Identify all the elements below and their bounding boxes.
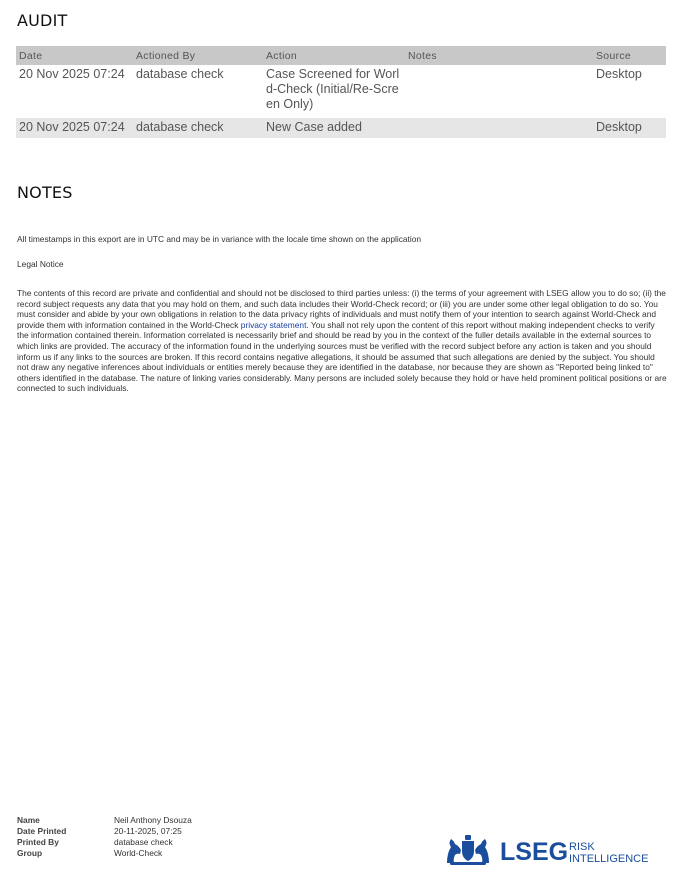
cell-action: New Case added (263, 118, 405, 138)
logo-line-risk: RISK (569, 841, 595, 853)
printed-by-label: Printed By (17, 837, 59, 847)
column-header-action: Action (263, 46, 405, 65)
table-row (16, 65, 666, 115)
print-details (17, 815, 192, 859)
column-header-notes: Notes (405, 46, 593, 65)
privacy-statement-link[interactable]: privacy statement (240, 319, 307, 330)
logo-line-intelligence: INTELLIGENCE (569, 853, 649, 865)
logo-wordmark: LSEG (500, 838, 569, 866)
name-value: Neil Anthony Dsouza (114, 815, 192, 825)
utc-notice: All timestamps in this export are in UTC and may be in variance with the locale time shown on the application (17, 234, 422, 244)
footer-date-row (17, 826, 192, 837)
lseg-risk-intelligence-logo (444, 833, 654, 867)
column-header-date: Date (16, 46, 133, 65)
printed-by-value: database check (114, 837, 173, 847)
footer-name-row (17, 815, 192, 826)
group-value: World-Check (114, 848, 163, 858)
date-printed-label: Date Printed (17, 826, 67, 836)
legal-notice-heading: Legal Notice (17, 259, 64, 269)
legal-text-part1: The contents of this record are private and confidential and should not be disclosed to third parties unless: (i) the terms of your agreement with LSEG allow you to do so; (ii) the record subject requests any data that you may hold on them, and such data includes their World-Check record; or (iii) you are under some other legal obligation to do so. You must consider and abide by your own obligations in relation to the data privacy rights of individuals and must notify them of your intention to search against World-Check and provide them with information contained in the World-Check (17, 288, 666, 330)
column-header-source: Source (593, 46, 666, 65)
group-label: Group (17, 848, 43, 858)
audit-table (16, 46, 666, 138)
audit-header-row (16, 46, 666, 65)
cell-source: Desktop (596, 67, 642, 81)
lion-unicorn-crest-icon (447, 835, 489, 865)
date-printed-value: 20-11-2025, 07:25 (114, 826, 182, 836)
name-label: Name (17, 815, 40, 825)
cell-notes (405, 65, 593, 115)
cell-notes (405, 118, 593, 138)
notes-title: NOTES (17, 183, 73, 202)
cell-actioned-by: database check (133, 118, 263, 138)
cell-source: Desktop (593, 118, 666, 138)
cell-action: Case Screened for World-Check (Initial/Re-Screen Only) (266, 67, 400, 111)
table-row (16, 118, 666, 138)
cell-date: 20 Nov 2025 07:24 (19, 67, 125, 81)
footer-group-row (17, 848, 192, 859)
cell-date: 20 Nov 2025 07:24 (16, 118, 133, 138)
legal-text-part2: . You shall not rely upon the content of this report without making independent checks to verify the information contained therein. Information correlated is necessarily brief and should be read by you in the context of the fuller details available in the external sources to which links are provided. The accuracy of the information found in the underlying sources must be verified with the record subject before any action is taken and you should inform us if any links to the sources are broken. If this record contains negative allegations, it should be assumed that such allegations are denied by the subject. You should not draw any negative inferences about individuals or entities merely because they are identified in the database, nor because they are shown as "Reported being linked to" others identified in the database. The nature of linking varies considerably. Many persons are included solely because they hold or have held prominent political positions or are connected to such individuals. (17, 319, 667, 394)
audit-title: AUDIT (17, 11, 68, 30)
legal-notice-text (17, 288, 667, 394)
cell-actioned-by: database check (136, 67, 224, 81)
column-header-actioned-by: Actioned By (133, 46, 263, 65)
footer-printed-by-row (17, 837, 192, 848)
